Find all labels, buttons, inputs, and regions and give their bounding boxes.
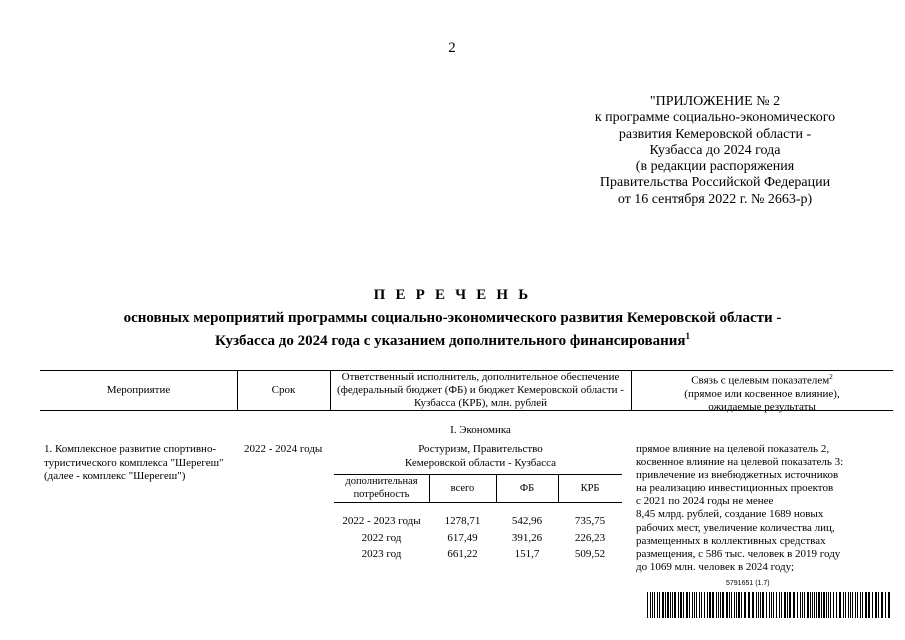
- event-description: [44, 443, 239, 484]
- header-link-line: [631, 371, 893, 388]
- finance-total: 617,49: [447, 532, 478, 544]
- barcode-label: 5791651 (1.7): [726, 580, 770, 587]
- header-term: Срок: [271, 384, 296, 396]
- subheader-krb: КРБ: [580, 483, 600, 494]
- header-event: Мероприятие: [106, 384, 171, 396]
- subheader-need: [334, 476, 429, 501]
- appendix-line: развития Кемеровской области -: [618, 126, 812, 142]
- link-line: на реализацию инвестиционных проектов: [636, 482, 834, 495]
- page-number: 2: [448, 40, 456, 56]
- barcode-icon: [647, 592, 892, 618]
- header-executor-line: Кузбасса (КРБ), млн. рублей: [413, 397, 548, 409]
- finance-krb: 735,75: [574, 515, 606, 527]
- appendix-line: Правительства Российской Федерации: [599, 175, 831, 191]
- finance-fb: 151,7: [514, 548, 540, 560]
- executor-line: Кемеровской области - Кузбасса: [404, 456, 557, 469]
- link-line: привлечение из внебюджетных источников: [636, 469, 839, 482]
- subheader-need-line: потребность: [353, 488, 410, 500]
- header-link-line: ожидаемые результаты: [708, 400, 816, 413]
- appendix-header: [560, 94, 870, 208]
- link-line: прямое влияние на целевой показатель 2,: [636, 443, 830, 455]
- link-line: рабочих мест, увеличение количества лиц,: [636, 521, 835, 534]
- subtitle-line-1: основных мероприятий программы социально-экономического развития Кемеровской области -: [123, 310, 782, 326]
- header-executor: [330, 371, 631, 410]
- header-executor-line: (федеральный бюджет (ФБ) и бюджет Кемеровской области -: [337, 384, 624, 396]
- link-line: размещения, с 586 тыс. человек в 2019 году: [636, 547, 841, 560]
- finance-krb: 226,23: [574, 532, 606, 544]
- header-executor-line: Ответственный исполнитель, дополнительное обеспечение: [341, 371, 620, 383]
- subheader-need-line: дополнительная: [345, 476, 418, 487]
- header-link: [631, 371, 893, 414]
- finance-fb: 542,96: [511, 515, 543, 527]
- appendix-line: к программе социально-экономического: [594, 110, 836, 126]
- event-line: (далее - комплекс "Шерегеш"): [44, 470, 186, 482]
- footnote-marker: 1: [685, 331, 690, 341]
- finance-period: 2022 - 2023 годы: [342, 515, 421, 527]
- link-line: с 2021 по 2024 годы не менее: [636, 495, 774, 508]
- executor: [330, 443, 631, 470]
- header-link-line: (прямое или косвенное влияние),: [684, 387, 840, 400]
- appendix-line: Кузбасса до 2024 года: [649, 142, 781, 158]
- link-line: до 1069 млн. человек в 2024 году;: [636, 560, 795, 573]
- finance-period: 2022 год: [361, 532, 402, 544]
- subtable-top-border: [334, 474, 622, 475]
- subtitle-line-2: [100, 327, 805, 350]
- link-line: размещенных в коллективных средствах: [636, 534, 826, 547]
- target-link-text: [636, 443, 898, 574]
- finance-period: 2023 год: [361, 548, 402, 560]
- document-title: П Е Р Е Ч Е Н Ь: [373, 287, 532, 303]
- link-line: 8,45 млрд. рублей, создание 1689 новых: [636, 508, 824, 521]
- finance-krb: 509,52: [574, 548, 606, 560]
- event-line: туристического комплекса "Шерегеш": [44, 456, 224, 469]
- subtable-header-bottom-border: [334, 502, 622, 503]
- appendix-line: "ПРИЛОЖЕНИЕ № 2: [649, 94, 781, 109]
- link-line: косвенное влияние на целевой показатель 3:: [636, 456, 844, 469]
- finance-total: 1278,71: [444, 515, 481, 527]
- subtitle-line-2-text: Кузбасса до 2024 года с указанием дополнительного финансирования: [215, 333, 686, 349]
- event-line: 1. Комплексное развитие спортивно-: [44, 443, 217, 455]
- event-term: 2022 - 2024 годы: [244, 443, 323, 455]
- footnote-marker: 2: [829, 373, 833, 381]
- finance-fb: 391,26: [511, 532, 543, 544]
- appendix-line: (в редакции распоряжения: [635, 159, 795, 175]
- finance-total: 661,22: [447, 548, 478, 560]
- document-subtitle: [100, 309, 805, 350]
- appendix-line: от 16 сентября 2022 г. № 2663-р): [617, 191, 813, 207]
- executor-line: Ростуризм, Правительство: [418, 443, 543, 455]
- subheader-total: всего: [450, 483, 475, 494]
- header-link-text: Связь с целевым показателем: [691, 374, 830, 387]
- section-heading: I. Экономика: [450, 424, 511, 436]
- subheader-fb: ФБ: [519, 483, 535, 494]
